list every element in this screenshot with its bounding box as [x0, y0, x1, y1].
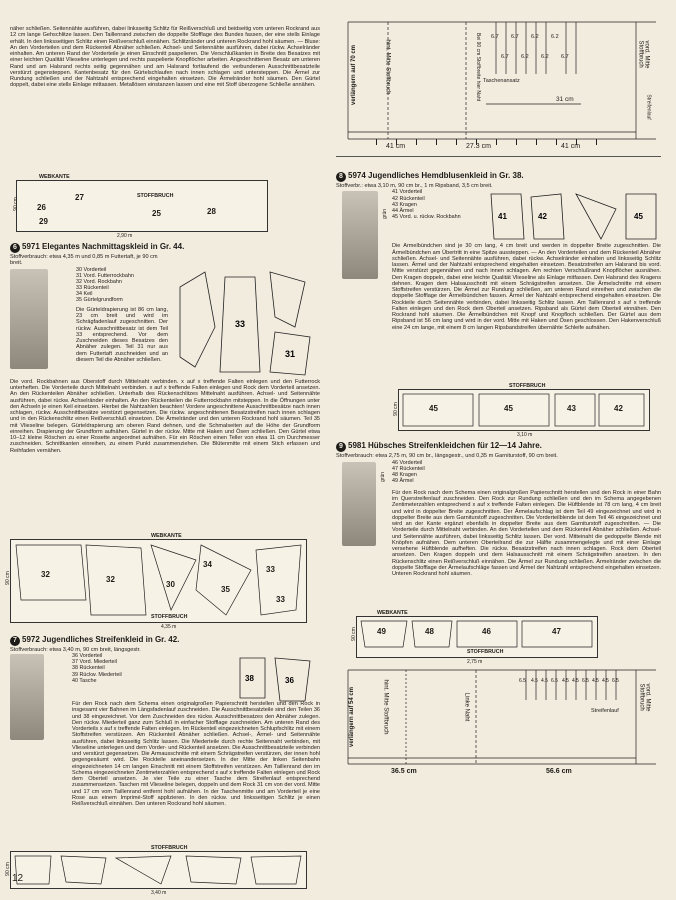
piece-label: 32	[106, 574, 115, 584]
stoffbruch-label: STOFFBRUCH	[467, 648, 504, 655]
fabric-requirement: Stoffverbrauch: etwa 4,35 m und 0,85 m Futtertaft, je 90 cm breit.	[10, 254, 158, 267]
width-label: 2,75 m	[467, 658, 483, 665]
cutting-layout-diagram-5: WEBKANTE STOFFBRUCH 49 48 46 47 2,75 m 90 cm	[356, 616, 598, 658]
section-8-figure	[336, 189, 661, 243]
section-number: 8	[336, 172, 346, 182]
grain-label: grün	[380, 471, 387, 482]
right-column	[336, 14, 661, 784]
hint-mitte-label: hint. Mitte Stoffbruch	[382, 679, 389, 735]
page-number: 12	[12, 873, 24, 884]
svg-text:31: 31	[285, 348, 296, 359]
width-label: 3,40 m	[151, 890, 167, 897]
lengthen-note: verlängern auf 54 cm	[349, 686, 356, 747]
dress-illustration	[342, 462, 376, 546]
piece-list: 41 Vorderteil 42 Rückenteil 43 Kragen 44 Ärmel 45 Vord. u. rückw. Rockbahn	[392, 189, 461, 220]
cutting-layout-diagram-4: STOFFBRUCH 45 45 43 42 3,10 m 90 cm	[398, 389, 650, 431]
webkante-label: WEBKANTE	[377, 609, 408, 616]
svg-text:38: 38	[245, 674, 254, 684]
piece-label: 28	[207, 207, 216, 216]
streifenlauf-label: Streifenlauf	[645, 94, 652, 120]
dress-illustration	[10, 654, 44, 740]
pattern-pieces-sketch	[235, 653, 315, 705]
dim-273: 27.3 cm	[466, 143, 491, 150]
seam-note: Bei 90 cm Stoffbreite hier Naht	[475, 33, 481, 101]
piece-list: 36 Vorderteil 37 Vord. Miederteil 38 Rückenteil 39 Rückw. Miederteil 40 Tasche	[72, 653, 122, 684]
piece-label: 26	[37, 203, 46, 212]
section-number: 6	[10, 243, 20, 253]
piece-label: 35	[221, 584, 230, 594]
dim-566: 56.6 cm	[546, 767, 572, 775]
dress-illustration	[10, 269, 48, 369]
dim-365: 36.5 cm	[391, 767, 417, 775]
linke-naht-label: Linke Naht	[463, 692, 470, 722]
cutting-layout-diagram-2	[4, 532, 307, 630]
width-label: 2,90 m	[117, 233, 133, 239]
piece-label: 32	[41, 569, 50, 579]
piece-label: 25	[152, 209, 161, 218]
section-number: 7	[10, 636, 20, 646]
svg-text:45: 45	[634, 212, 643, 222]
webkante-label: WEBKANTE	[39, 174, 70, 180]
piece-label: 33	[266, 564, 275, 574]
vord-mitte-label: vord. Mitte Stoffbruch	[637, 40, 650, 69]
section-7-title: 7 5972 Jugendliches Streifenkleid in Gr. 42.	[10, 635, 320, 646]
height-label: 90 cm	[12, 197, 19, 211]
width-label: 4,35 m	[161, 623, 177, 630]
dress-illustration	[342, 191, 378, 279]
section-6-title: 6 5971 Elegantes Nachmittagskleid in Gr. 44.	[10, 242, 320, 253]
section-9-text: Für den Rock nach dem Schema einen originalgroßen Papierschnitt herstellen und den Rock in einer Bahn im Querstreifenlauf zuschneiden. Den Rock zur Rundung schließen und den im Schema angegebenen Zentimeterzahlen entsprechend x auf x treffende Falten einlegen. Die Hüftblende ist 78 cm lang, 4 cm breit und wird in doppelter Breite zugeschnitten. Der Ärmelaufschlag ist dem Teil 49 eingezeichnet und wird in doppelter Breite aus dem Garniturstoff zugeschnitten. Die Vorderteilblende ist dem Teil 46 eingezeichnet und wird an der Kante ergänzt ebenfalls in doppelter Breite aus dem Garniturstoff zugeschnitten. — Die Vorderteile durch Mittelnaht verbinden. An den Vorderteilen und dem Rückenteil Abnäher schließen. Achsel- und Seitennähte ausführen, dabei linksseitig Schlitz lassen. Der vord. Mitteinaht die gedoppelte Blende mit Knöpfen aufnähen. Dem unteren Oberteilrand die zur Hälfte zusammengelegte und mit einer Einlage versehene Hüftblende aufheften. Die rückw. Besatzstreifen nach innen schlagen. Rock dem Oberteil ansetzen. Den Kragen doppeln und dem Halsausschnitt mit einem Schrägstreifen ansetzen. In den Rückenschlitz einen Reißverschluß einnähen. Die Ärmel zur Rundung schließen. Ärmelränder zwischen die doppelte Stofflage der Ärmelaufschläge fassen und Ärmel der Nahtzahl entsprechend eingehalten einsetzen. Unteren Rockrand hohl säumen.	[392, 489, 661, 578]
piece-label: 29	[39, 217, 48, 226]
stoffbruch-label: STOFFBRUCH	[151, 613, 188, 620]
stoffbruch-label: STOFFBRUCH	[509, 383, 546, 390]
stoffbruch-label: STOFFBRUCH	[137, 193, 174, 199]
stoffbruch-label: STOFFBRUCH	[151, 845, 188, 852]
lengthen-note: verlängern auf 70 cm	[351, 44, 358, 106]
hint-mitte-label: hint. Mitte Stoffbruch	[384, 39, 391, 95]
left-column	[4, 26, 320, 897]
section-9-figure	[336, 460, 661, 490]
piece-label: 34	[203, 559, 212, 569]
section-7-figure	[10, 653, 320, 705]
fabric-requirement: Stoffverbrauch: etwa 3,40 m, 90 cm breit, längsgestr.	[10, 646, 141, 653]
height-label: 90 cm	[350, 627, 357, 641]
taschenansatz-label: Taschenansatz	[483, 78, 520, 84]
dim-41a: 41 cm	[386, 143, 406, 150]
piece-label: 33	[276, 594, 285, 604]
width-label: 3,10 m	[517, 432, 533, 439]
dim-41b: 41 cm	[561, 143, 581, 150]
svg-text:36: 36	[285, 676, 294, 686]
webkante-label: WEBKANTE	[151, 532, 182, 539]
piece-list: 30 Vorderteil 31 Vord. Futterrockbahn 32 Vord. Rockbahn 33 Rückenteil 34 Keil 35 Gürtelgrundform	[76, 266, 134, 304]
vord-mitte-label: vord. Mitte Stoffbruch	[638, 683, 651, 712]
skirt-schema-bottom: verlängern auf 54 cm hint. Mitte Stoffbruch Linke Naht vord. Mitte Stoffbruch Streifenlauf 36.5 cm 56.6 cm 6.5 4.5 4.5 6.5 4.5 4.5 6.5 4.5 4.5 6.5	[336, 664, 661, 784]
section-6-figure: 30 Vorderteil 31 Vord. Futterrockbahn 32 Vord. Rockbahn 33 Rückenteil 34 Keil 35 Gürtelgrundform Die Gürteldrapierung ist 86 cm lang, 23 cm breit und wird im Schrägfadenlauf zugeschnitten. Der rückw. Ausschnittbesatz ist dem Teil 33 entsprechend. Vor dem Zuschneiden dieses Besatzes den Abnäher zulegen. Teil 31 nur aus dem Futtertaft zuschneiden und an diesem Teil die Abnäher schließen. 33 31	[10, 267, 320, 379]
svg-text:41: 41	[498, 212, 507, 222]
pattern-pieces-sketch	[175, 267, 315, 379]
dim-31: 31 cm	[556, 96, 574, 103]
svg-text:33: 33	[235, 318, 246, 329]
section-number: 9	[336, 442, 346, 452]
pattern-pieces-sketch	[486, 189, 661, 243]
piece-label: 27	[75, 193, 84, 202]
grain-label: grün	[382, 209, 389, 220]
fabric-requirement: Stoffverbr.: etwa 3,10 m, 90 cm br., 1 m Ripsband, 3,5 cm breit.	[336, 183, 493, 189]
height-label: 90 cm	[4, 862, 11, 877]
fabric-requirement: Stoffverbrauch: etwa 2,75 m, 90 cm br., längsgestr., und 0,35 m Garniturstoff, 90 cm breit.	[336, 453, 558, 460]
intro-text: näher schließen. Seitennähte ausführen, dabei linksseitig Schlitz für Reißverschluß und beidseitig vom unteren Rockrand aus 12 cm lange Gehschlitze lassen. Den Taillenrand zwischen die doppelte Stofflage des Bundes fassen, der eine stells Einlage erhält. In den linksseitigen Schlitz einen Reißverschluß einnähen. Schlitzränder und unteren Rockrand hohl säumen. — Bluse: An den Vorderteilen und dem Rückenteil Abnäher schließen. Achsel- und Seitennähte ausführen, dabei rückw. Achselränder einhalten. Am unteren Rand der Vorderteile je einen Einschnitt paspelieren. Die Verschlußkanten in Breite des Besatzes mit einer leichten Qualität Vlieseline unterlegen und rechts paspelierte Knopflöcher arbeiten. Angeschnittenen Besatz am unteren Rand und am Halsrand rechts seitig gegennähen und am Halsrand fortlaufend die verbundenen Ausschnittbesatzteile verstürzt gegensteppen. Kantenbesatz für den Gürtelschlaufen nach innen schlagen und untersteppen. Die Ärmel zur Rundung schließen und der Nahtzahl entsprechend eingehalten einsetzen. Die Ärmelränder hohl säumen. Den Gürtel doppelt, dabei eine stells Einlage mittassen. Metallösen einstanzen lassen und eine mit Stoff überzogene Schließe annähen.	[10, 26, 320, 89]
section-7-text: Für den Rock nach dem Schema einen originalgroßen Papierschnitt herstellen und den Rock in insgesamt vier Bahnen im Längsfadenlauf zuschneiden. Die Ausschnittbesatzteile sind den Teilen 36 und 38 eingezeichnet. Vor dem Zuschneiden des rückw. Ausschnittbesatzes den Abnäher zulegen. Den rückw. Miederteil ganz zum Schluß in einfacher Stofflage zuschneiden. Am unteren Rand des Vorderteils x auf x treffende Falten einlegen. Im Rückenteil eingezeichneten Schlupfschlitz mit einem Stoffstreifen verstürzen. Am Rückenteil Abnäher schließen. Achsel-, Ärmel- und Seitennähte ausführen, dabei linksseitig Schlitz lassen. Die Miederteile durch rechte Seitennaht verbinden, mit Vlieseline unterlegen und dem Vorder- und Rückenteil ansetzen. Die Ausschnittbesatzteile verbinden und verstürzt gegensetzen. Die Armausschnitte mit einem Schrägstreifen verstürzen, der innen hohl gegengesäumt wird. Die Rockteile aneinandersetzen. In der Mitte der linken Seitenbahn eingezeichneten 14 cm langen Einschnitt mit einem Stoffstreifen verstürzen. Am Taillenrand den im Schema eingezeichneten Zentimeterzahlen entsprechend x auf x treffende Falten einlegen und Rock dem Oberteil ansetzen. Je vier Teile zu einer Tasche dem Streifenlauf entsprechend zusammensetzen. Taschen mit Vlieseline belegen, doppeln und dem Rock 31 cm von der vord. Mitte und 17 cm vom Taillenrand entfernt hohl aufnähen. In der Taschenmitte und am Vorderteil je eine Rose aus einem Imprimé-Stoff applizieren. In den rückw. und linksseitigen Schlitz je einen Reißverschluß einnähen. Den unteren Rockrand hohl säumen.	[72, 701, 320, 808]
piece-label: 30	[166, 579, 175, 589]
piece-list: 46 Vorderteil 47 Rückenteil 48 Kragen 49 Ärmel	[392, 459, 425, 485]
section-8-text: Die Ärmelbündchen sind je 30 cm lang, 4 cm breit und werden in doppelter Breite zugeschnitten. Die Ärmelbündchen am Übertritt in eine Spitze aussteppen. — An den Vorderteilen und dem Rückenteil Abnäher schließen. Achsel- und Seitennähte ausführen, dabei rückw. Achselränder einhalten und linksseitig Schlitz lassen. Ärmel und der Nahtzahl entsprechend eingehalten einsetzen. Besatzstreifen am Halsrand bis vord. Mitte verstürzt gegennähen und nach innen schlagen. Am rechten Verschlußrand Knopflöcher ausnähen. Den Kragen doppeln, dabei eine leichte Qualität Vlieseline als Einlage mitfassen. Den Halsrand des Kragens dehnen. Kragen dem Halsausschnitt mit einem Schrägstreifen ansetzen. Die Ärmelschnitte mit einem Stoffstreifen verstürzen. Die Ärmel zur Rundung schließen, am unteren Rand einreihen und zwischen die doppelte Stofflage der Ärmelbündchen fassen. Ärmel der Nahtzahl entsprechend eingehalten einsetzen. Die Rockteile durch Seitennähte verbinden, dabei linksseitig Schlitz lassen. Am Taillenrand x auf x treffende Falten einlegen und den Rock dem Oberteil ansetzen. Ripsband als Gürtel dem Oberteil einnähen. Den Rockrand hohl säumen. Die Ärmelbündchen mit Knopf und Knopfloch schließen. Der Gürtel aus dem Ripsband ist 56 cm lang und wird in der vord. Mitte mit Haken und Ösen geschlossen. Den Hakenverschluß eine 24 cm lange, mit einem 8 cm langen Ripsbandstreifen übernähte Schleife aufnähen.	[392, 243, 661, 331]
streifenlauf-label: Streifenlauf	[591, 707, 619, 714]
height-label: 90 cm	[392, 402, 399, 417]
section-6-text: Die vord. Rockbahnen aus Oberstoff durch Mittelnaht verbinden. x auf x treffende Falten einlegen und den Futterrock unterheften. Die Vorderteile durch Mittelnaht verbinden. x auf x treffende Falten einlegen und Rock dem Vorderteil ansetzen. An den Rückenteilen Abnäher schließen. Unterhalb des Rückenschlitzes Mittelnaht ausführen. Achsel- und Seitennähte ausführen, dabei rückw. Achselränder einhalten. An den Rückenteilen die Futterrockbahn mitsteppen. In die Öffnungen unter den Achseln je einen Keil einsetzen. Hierbei die Nahtzahlen beachten! Vordere angeschnittene Ausschnittbesätze nach innen schlagen, rückw. Ausschnittbesätze verstürzt gegensetzen. Die rückw. angeschnittenen Besatzstreifen nach innen schlagen und in den Rückenschlitz einen Reißverschluß einsetzen. Die Ärmelränder und den unteren Rockrand hohl säumen. Teil 35 mit Vlieseline belegen. Gürteldrapierung am oberen Rand dehnen, und die Schmalseiten auf die Höhe der Grundform einreihen. Drapierung der Grundform aufnähen. Gürtel in der rückw. Mitte mit Haken und Ösen schließen. Den Gürtel etwa 10–12 kleine Röschen zu einer Rosette angeordnet aufnähen. Für ein Röschen einen Teller von etwa 11 cm Durchmesser zuschneiden. Schnittkanten einreihen, zu einem Punkt zusammenziehen. Die Blütenmitte mit einem Stich erfassen und Reihfaden vernähen.	[10, 378, 320, 454]
section-8-title: 8 5974 Jugendliches Hemdblusenkleid in Gr. 38.	[336, 171, 661, 182]
section-9-title: 9 5981 Hübsches Streifenkleidchen für 12—14 Jahre.	[336, 441, 661, 452]
cutting-layout-diagram-3	[4, 845, 307, 897]
height-label: 90 cm	[4, 571, 11, 585]
cutting-layout-diagram-1	[12, 174, 268, 239]
svg-text:42: 42	[538, 212, 547, 222]
skirt-schema-top: verlängern auf 70 cm hint. Mitte Stoffbruch Bei 90 cm Stoffbreite hier Naht vord. Mitte Stoffbruch Taschenansatz 31 cm Streifenlauf 41 cm 27.3 cm 41 cm 6.7 6.7 6.2 6.2 6.7 6.2 6.2 6.7	[336, 14, 661, 157]
